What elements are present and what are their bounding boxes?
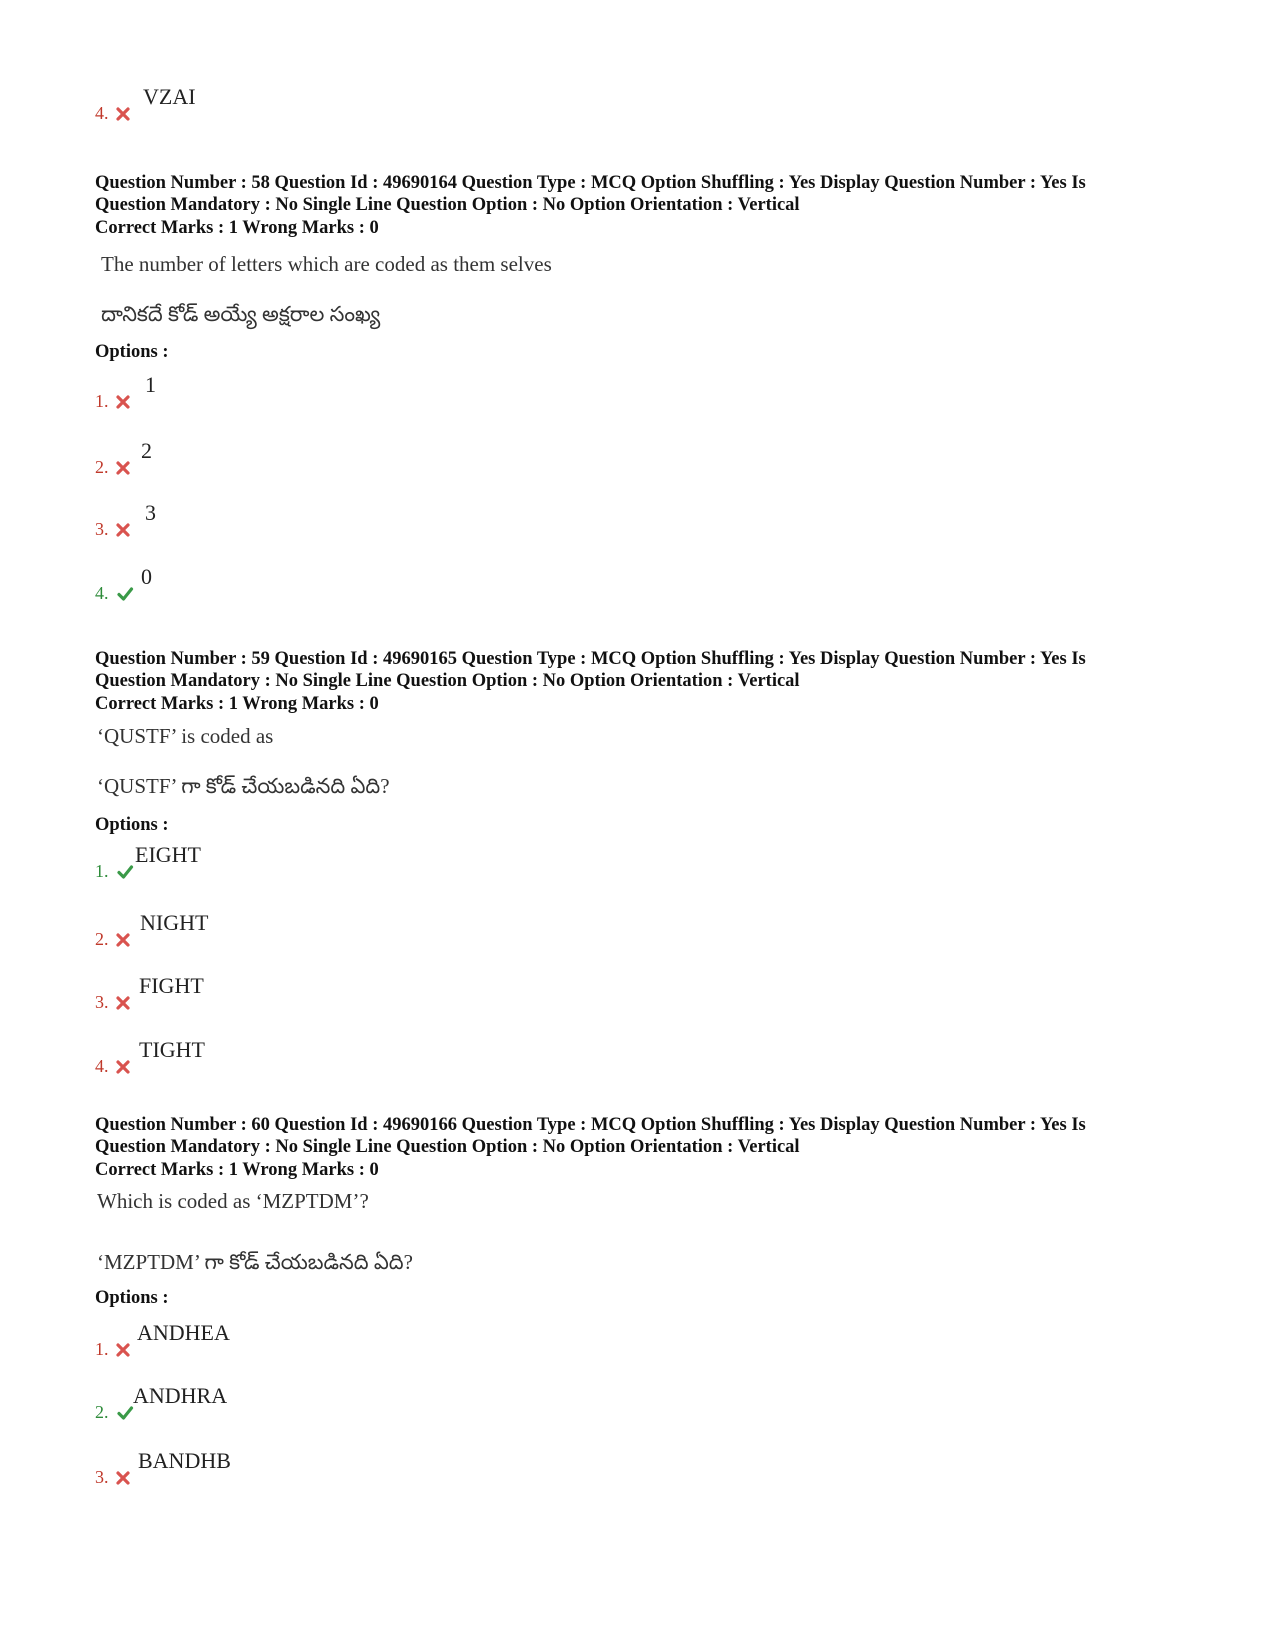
option-text: EIGHT [135, 842, 201, 867]
option-item [95, 1037, 495, 1077]
cross-icon [115, 522, 131, 538]
cross-icon [115, 995, 131, 1011]
question-marks: Correct Marks : 1 Wrong Marks : 0 [95, 218, 379, 238]
check-icon [115, 1405, 135, 1421]
check-icon [115, 586, 135, 602]
question-meta-line2: Question Mandatory : No Single Line Question Option : No Option Orientation : Vertical [95, 671, 800, 691]
option-item [95, 500, 495, 540]
option-number: 2. [95, 929, 109, 949]
question-marks: Correct Marks : 1 Wrong Marks : 0 [95, 1160, 379, 1180]
option-item [95, 973, 495, 1013]
option-text: ANDHEA [137, 1320, 230, 1345]
option-number: 4. [95, 1056, 109, 1076]
option-item [95, 564, 495, 604]
options-label: Options : [95, 342, 169, 362]
options-label: Options : [95, 815, 169, 835]
question-text-telugu: దానికదే కోడ్ అయ్యే అక్షరాల సంఖ్య [101, 302, 381, 326]
option-number: 4. [95, 583, 109, 603]
question-meta-line2: Question Mandatory : No Single Line Question Option : No Option Orientation : Vertical [95, 195, 800, 215]
option-item [95, 372, 495, 412]
question-text-telugu: ‘MZPTDM’ గా కోడ్ చేయబడినది ఏది? [97, 1250, 413, 1274]
option-item [95, 84, 495, 124]
question-meta-line1: Question Number : 58 Question Id : 49690164 Question Type : MCQ Option Shuffling : Yes Display Question Number : Yes Is [95, 173, 1086, 193]
question-text-english: The number of letters which are coded as them selves [101, 252, 552, 276]
cross-icon [115, 394, 131, 410]
option-text: BANDHB [138, 1448, 231, 1473]
question-text-english: Which is coded as ‘MZPTDM’? [97, 1189, 369, 1213]
option-item [95, 438, 495, 478]
option-number: 1. [95, 391, 109, 411]
question-meta-line1: Question Number : 59 Question Id : 49690165 Question Type : MCQ Option Shuffling : Yes Display Question Number : Yes Is [95, 649, 1086, 669]
question-meta [95, 1114, 1175, 1158]
option-text: 0 [141, 564, 152, 589]
cross-icon [115, 1470, 131, 1486]
option-number: 2. [95, 1402, 109, 1422]
cross-icon [115, 460, 131, 476]
cross-icon [115, 1342, 131, 1358]
question-text-telugu: ‘QUSTF’ గా కోడ్ చేయబడినది ఏది? [97, 774, 390, 798]
options-label: Options : [95, 1288, 169, 1308]
question-text-english: ‘QUSTF’ is coded as [97, 724, 274, 748]
question-meta [95, 172, 1175, 216]
cross-icon [115, 106, 131, 122]
option-text: TIGHT [139, 1037, 205, 1062]
option-number: 1. [95, 861, 109, 881]
option-text: VZAI [143, 84, 196, 109]
option-number: 3. [95, 1467, 109, 1487]
option-text: 1 [145, 372, 156, 397]
option-number: 4. [95, 103, 109, 123]
option-text: FIGHT [139, 973, 204, 998]
option-number: 2. [95, 457, 109, 477]
option-item [95, 1383, 495, 1423]
option-text: 3 [145, 500, 156, 525]
option-text: NIGHT [140, 910, 209, 935]
cross-icon [115, 932, 131, 948]
option-item [95, 1448, 495, 1488]
question-marks: Correct Marks : 1 Wrong Marks : 0 [95, 694, 379, 714]
option-text: 2 [141, 438, 152, 463]
check-icon [115, 864, 135, 880]
option-item [95, 910, 495, 950]
cross-icon [115, 1059, 131, 1075]
option-number: 3. [95, 992, 109, 1012]
option-number: 3. [95, 519, 109, 539]
option-text: ANDHRA [133, 1383, 228, 1408]
question-meta-line2: Question Mandatory : No Single Line Question Option : No Option Orientation : Vertical [95, 1137, 800, 1157]
option-item [95, 1320, 495, 1360]
option-number: 1. [95, 1339, 109, 1359]
question-meta [95, 648, 1175, 692]
question-meta-line1: Question Number : 60 Question Id : 49690166 Question Type : MCQ Option Shuffling : Yes Display Question Number : Yes Is [95, 1115, 1086, 1135]
option-item [95, 842, 495, 882]
